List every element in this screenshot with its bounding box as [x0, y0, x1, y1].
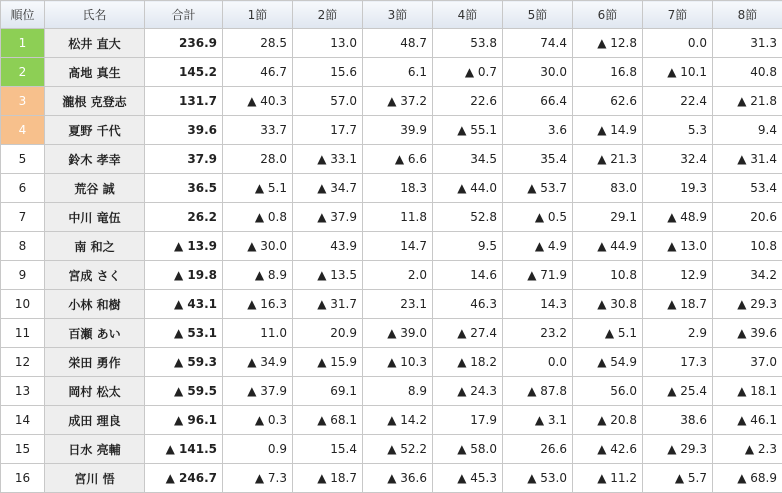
round-3-score-cell: ▲ 39.0 — [363, 319, 433, 348]
round-3-score-cell: ▲ 36.6 — [363, 464, 433, 493]
round-5-score-cell: 26.6 — [503, 435, 573, 464]
round-5-score-cell: ▲ 4.9 — [503, 232, 573, 261]
total-score-cell: ▲ 53.1 — [145, 319, 223, 348]
round-8-score-cell: ▲ 21.8 — [713, 87, 782, 116]
round-5-score-cell: 74.4 — [503, 29, 573, 58]
round-1-score-cell: ▲ 16.3 — [223, 290, 293, 319]
total-score-cell: 145.2 — [145, 58, 223, 87]
table-row — [1, 348, 782, 377]
rank-cell: 1 — [1, 29, 45, 58]
round-5-score-cell: 14.3 — [503, 290, 573, 319]
round-3-score-cell: 6.1 — [363, 58, 433, 87]
round-1-score-cell: ▲ 30.0 — [223, 232, 293, 261]
total-score-cell: 131.7 — [145, 87, 223, 116]
total-score-cell: ▲ 246.7 — [145, 464, 223, 493]
table-row — [1, 261, 782, 290]
player-name-cell[interactable]: 栄田 勇作 — [45, 348, 145, 377]
table-row — [1, 406, 782, 435]
round-5-score-cell: ▲ 0.5 — [503, 203, 573, 232]
round-1-score-cell: 28.0 — [223, 145, 293, 174]
player-name-cell[interactable]: 成田 理良 — [45, 406, 145, 435]
round-5-score-cell: ▲ 53.0 — [503, 464, 573, 493]
round-4-score-cell: 22.6 — [433, 87, 503, 116]
round-7-score-cell: ▲ 13.0 — [643, 232, 713, 261]
player-name-cell[interactable]: 岡村 松太 — [45, 377, 145, 406]
rank-cell: 15 — [1, 435, 45, 464]
round-2-score-cell: 15.6 — [293, 58, 363, 87]
player-name-cell[interactable]: 日水 亮輔 — [45, 435, 145, 464]
round-1-score-cell: ▲ 37.9 — [223, 377, 293, 406]
round-8-score-cell: 40.8 — [713, 58, 782, 87]
total-score-cell: ▲ 59.5 — [145, 377, 223, 406]
player-name-cell[interactable]: 南 和之 — [45, 232, 145, 261]
rank-cell: 9 — [1, 261, 45, 290]
header-round-8[interactable]: 8節 — [713, 1, 782, 29]
header-name[interactable]: 氏名 — [45, 1, 145, 29]
round-2-score-cell: 57.0 — [293, 87, 363, 116]
round-5-score-cell: 23.2 — [503, 319, 573, 348]
rank-cell: 6 — [1, 174, 45, 203]
table-row — [1, 232, 782, 261]
round-2-score-cell: ▲ 13.5 — [293, 261, 363, 290]
round-2-score-cell: 43.9 — [293, 232, 363, 261]
round-7-score-cell: 12.9 — [643, 261, 713, 290]
round-1-score-cell: 11.0 — [223, 319, 293, 348]
round-5-score-cell: 0.0 — [503, 348, 573, 377]
round-6-score-cell: ▲ 12.8 — [573, 29, 643, 58]
player-name-cell[interactable]: 髙地 真生 — [45, 58, 145, 87]
header-round-7[interactable]: 7節 — [643, 1, 713, 29]
total-score-cell: 37.9 — [145, 145, 223, 174]
round-6-score-cell: 29.1 — [573, 203, 643, 232]
round-3-score-cell: ▲ 14.2 — [363, 406, 433, 435]
round-2-score-cell: ▲ 15.9 — [293, 348, 363, 377]
round-8-score-cell: ▲ 31.4 — [713, 145, 782, 174]
round-5-score-cell: ▲ 71.9 — [503, 261, 573, 290]
round-2-score-cell: ▲ 37.9 — [293, 203, 363, 232]
round-6-score-cell: 83.0 — [573, 174, 643, 203]
round-8-score-cell: 9.4 — [713, 116, 782, 145]
round-7-score-cell: ▲ 48.9 — [643, 203, 713, 232]
round-6-score-cell: ▲ 11.2 — [573, 464, 643, 493]
rank-cell: 5 — [1, 145, 45, 174]
round-2-score-cell: ▲ 33.1 — [293, 145, 363, 174]
player-name-cell[interactable]: 瀧根 克登志 — [45, 87, 145, 116]
round-4-score-cell: ▲ 45.3 — [433, 464, 503, 493]
round-2-score-cell: 15.4 — [293, 435, 363, 464]
round-7-score-cell: 0.0 — [643, 29, 713, 58]
round-3-score-cell: 2.0 — [363, 261, 433, 290]
header-row — [1, 1, 782, 29]
round-6-score-cell: 16.8 — [573, 58, 643, 87]
round-4-score-cell: ▲ 44.0 — [433, 174, 503, 203]
player-name-cell[interactable]: 宮成 さく — [45, 261, 145, 290]
round-6-score-cell: ▲ 5.1 — [573, 319, 643, 348]
round-5-score-cell: 66.4 — [503, 87, 573, 116]
rank-cell: 2 — [1, 58, 45, 87]
round-7-score-cell: ▲ 29.3 — [643, 435, 713, 464]
round-1-score-cell: 33.7 — [223, 116, 293, 145]
round-5-score-cell: ▲ 3.1 — [503, 406, 573, 435]
header-round-1[interactable]: 1節 — [223, 1, 293, 29]
round-6-score-cell: ▲ 30.8 — [573, 290, 643, 319]
header-round-6[interactable]: 6節 — [573, 1, 643, 29]
rank-cell: 12 — [1, 348, 45, 377]
round-8-score-cell: ▲ 18.1 — [713, 377, 782, 406]
total-score-cell: ▲ 43.1 — [145, 290, 223, 319]
total-score-cell: 26.2 — [145, 203, 223, 232]
round-3-score-cell: 8.9 — [363, 377, 433, 406]
table-row — [1, 174, 782, 203]
rank-cell: 8 — [1, 232, 45, 261]
round-7-score-cell: 5.3 — [643, 116, 713, 145]
rank-cell: 16 — [1, 464, 45, 493]
round-8-score-cell: 34.2 — [713, 261, 782, 290]
table-row — [1, 319, 782, 348]
round-2-score-cell: 17.7 — [293, 116, 363, 145]
round-3-score-cell: 11.8 — [363, 203, 433, 232]
round-6-score-cell: 10.8 — [573, 261, 643, 290]
round-5-score-cell: ▲ 87.8 — [503, 377, 573, 406]
round-8-score-cell: 37.0 — [713, 348, 782, 377]
table-row — [1, 58, 782, 87]
rank-cell: 14 — [1, 406, 45, 435]
round-8-score-cell: ▲ 39.6 — [713, 319, 782, 348]
round-4-score-cell: ▲ 27.4 — [433, 319, 503, 348]
table-header — [1, 1, 782, 29]
round-4-score-cell: ▲ 58.0 — [433, 435, 503, 464]
round-3-score-cell: ▲ 10.3 — [363, 348, 433, 377]
round-8-score-cell: ▲ 2.3 — [713, 435, 782, 464]
round-8-score-cell: 31.3 — [713, 29, 782, 58]
round-1-score-cell: ▲ 7.3 — [223, 464, 293, 493]
round-4-score-cell: 53.8 — [433, 29, 503, 58]
round-2-score-cell: ▲ 31.7 — [293, 290, 363, 319]
round-7-score-cell: ▲ 25.4 — [643, 377, 713, 406]
rank-cell: 4 — [1, 116, 45, 145]
round-4-score-cell: ▲ 18.2 — [433, 348, 503, 377]
round-3-score-cell: ▲ 37.2 — [363, 87, 433, 116]
round-7-score-cell: 22.4 — [643, 87, 713, 116]
rank-cell: 11 — [1, 319, 45, 348]
table-row — [1, 116, 782, 145]
table-row — [1, 87, 782, 116]
round-6-score-cell: ▲ 44.9 — [573, 232, 643, 261]
total-score-cell: 236.9 — [145, 29, 223, 58]
round-1-score-cell: ▲ 5.1 — [223, 174, 293, 203]
round-3-score-cell: 48.7 — [363, 29, 433, 58]
round-7-score-cell: 32.4 — [643, 145, 713, 174]
round-3-score-cell: 23.1 — [363, 290, 433, 319]
round-4-score-cell: 9.5 — [433, 232, 503, 261]
round-4-score-cell: 52.8 — [433, 203, 503, 232]
round-7-score-cell: 17.3 — [643, 348, 713, 377]
total-score-cell: 36.5 — [145, 174, 223, 203]
round-1-score-cell: 0.9 — [223, 435, 293, 464]
round-1-score-cell: ▲ 0.8 — [223, 203, 293, 232]
round-6-score-cell: ▲ 42.6 — [573, 435, 643, 464]
round-6-score-cell: ▲ 20.8 — [573, 406, 643, 435]
table-row — [1, 145, 782, 174]
round-2-score-cell: 69.1 — [293, 377, 363, 406]
round-4-score-cell: 34.5 — [433, 145, 503, 174]
table-row — [1, 203, 782, 232]
total-score-cell: 39.6 — [145, 116, 223, 145]
round-4-score-cell: 17.9 — [433, 406, 503, 435]
round-7-score-cell: 19.3 — [643, 174, 713, 203]
player-name-cell[interactable]: 荒谷 誠 — [45, 174, 145, 203]
rank-cell: 10 — [1, 290, 45, 319]
header-round-4[interactable]: 4節 — [433, 1, 503, 29]
header-total[interactable]: 合計 — [145, 1, 223, 29]
round-5-score-cell: 35.4 — [503, 145, 573, 174]
player-name-cell[interactable]: 小林 和樹 — [45, 290, 145, 319]
round-7-score-cell: ▲ 18.7 — [643, 290, 713, 319]
rank-cell: 7 — [1, 203, 45, 232]
header-rank[interactable]: 順位 — [1, 1, 45, 29]
round-2-score-cell: 13.0 — [293, 29, 363, 58]
round-3-score-cell: 14.7 — [363, 232, 433, 261]
player-name-cell[interactable]: 中川 竜伍 — [45, 203, 145, 232]
round-4-score-cell: 46.3 — [433, 290, 503, 319]
round-6-score-cell: 62.6 — [573, 87, 643, 116]
rank-cell: 13 — [1, 377, 45, 406]
round-1-score-cell: ▲ 8.9 — [223, 261, 293, 290]
table-row — [1, 464, 782, 493]
total-score-cell: ▲ 59.3 — [145, 348, 223, 377]
round-6-score-cell: ▲ 21.3 — [573, 145, 643, 174]
player-name-cell[interactable]: 松井 直大 — [45, 29, 145, 58]
player-name-cell[interactable]: 宮川 悟 — [45, 464, 145, 493]
round-4-score-cell: ▲ 24.3 — [433, 377, 503, 406]
round-6-score-cell: ▲ 14.9 — [573, 116, 643, 145]
round-1-score-cell: ▲ 0.3 — [223, 406, 293, 435]
header-round-5[interactable]: 5節 — [503, 1, 573, 29]
round-5-score-cell: ▲ 53.7 — [503, 174, 573, 203]
total-score-cell: ▲ 19.8 — [145, 261, 223, 290]
round-1-score-cell: 46.7 — [223, 58, 293, 87]
rank-cell: 3 — [1, 87, 45, 116]
round-3-score-cell: 18.3 — [363, 174, 433, 203]
total-score-cell: ▲ 141.5 — [145, 435, 223, 464]
round-1-score-cell: ▲ 34.9 — [223, 348, 293, 377]
header-round-3[interactable]: 3節 — [363, 1, 433, 29]
player-name-cell[interactable]: 百瀬 あい — [45, 319, 145, 348]
round-1-score-cell: 28.5 — [223, 29, 293, 58]
round-8-score-cell: ▲ 46.1 — [713, 406, 782, 435]
round-2-score-cell: ▲ 68.1 — [293, 406, 363, 435]
table-row — [1, 290, 782, 319]
round-2-score-cell: ▲ 34.7 — [293, 174, 363, 203]
round-6-score-cell: ▲ 54.9 — [573, 348, 643, 377]
round-6-score-cell: 56.0 — [573, 377, 643, 406]
table-row — [1, 435, 782, 464]
round-8-score-cell: ▲ 29.3 — [713, 290, 782, 319]
round-4-score-cell: ▲ 0.7 — [433, 58, 503, 87]
total-score-cell: ▲ 13.9 — [145, 232, 223, 261]
round-2-score-cell: 20.9 — [293, 319, 363, 348]
round-7-score-cell: 38.6 — [643, 406, 713, 435]
table-body — [1, 29, 782, 493]
round-8-score-cell: 53.4 — [713, 174, 782, 203]
round-7-score-cell: ▲ 5.7 — [643, 464, 713, 493]
round-5-score-cell: 30.0 — [503, 58, 573, 87]
round-1-score-cell: ▲ 40.3 — [223, 87, 293, 116]
header-round-2[interactable]: 2節 — [293, 1, 363, 29]
round-7-score-cell: 2.9 — [643, 319, 713, 348]
round-3-score-cell: ▲ 52.2 — [363, 435, 433, 464]
table-row — [1, 377, 782, 406]
round-3-score-cell: ▲ 6.6 — [363, 145, 433, 174]
round-2-score-cell: ▲ 18.7 — [293, 464, 363, 493]
player-name-cell[interactable]: 夏野 千代 — [45, 116, 145, 145]
round-4-score-cell: 14.6 — [433, 261, 503, 290]
table-row — [1, 29, 782, 58]
round-4-score-cell: ▲ 55.1 — [433, 116, 503, 145]
round-7-score-cell: ▲ 10.1 — [643, 58, 713, 87]
round-8-score-cell: ▲ 68.9 — [713, 464, 782, 493]
round-5-score-cell: 3.6 — [503, 116, 573, 145]
round-3-score-cell: 39.9 — [363, 116, 433, 145]
total-score-cell: ▲ 96.1 — [145, 406, 223, 435]
round-8-score-cell: 10.8 — [713, 232, 782, 261]
round-8-score-cell: 20.6 — [713, 203, 782, 232]
player-name-cell[interactable]: 鈴木 孝幸 — [45, 145, 145, 174]
